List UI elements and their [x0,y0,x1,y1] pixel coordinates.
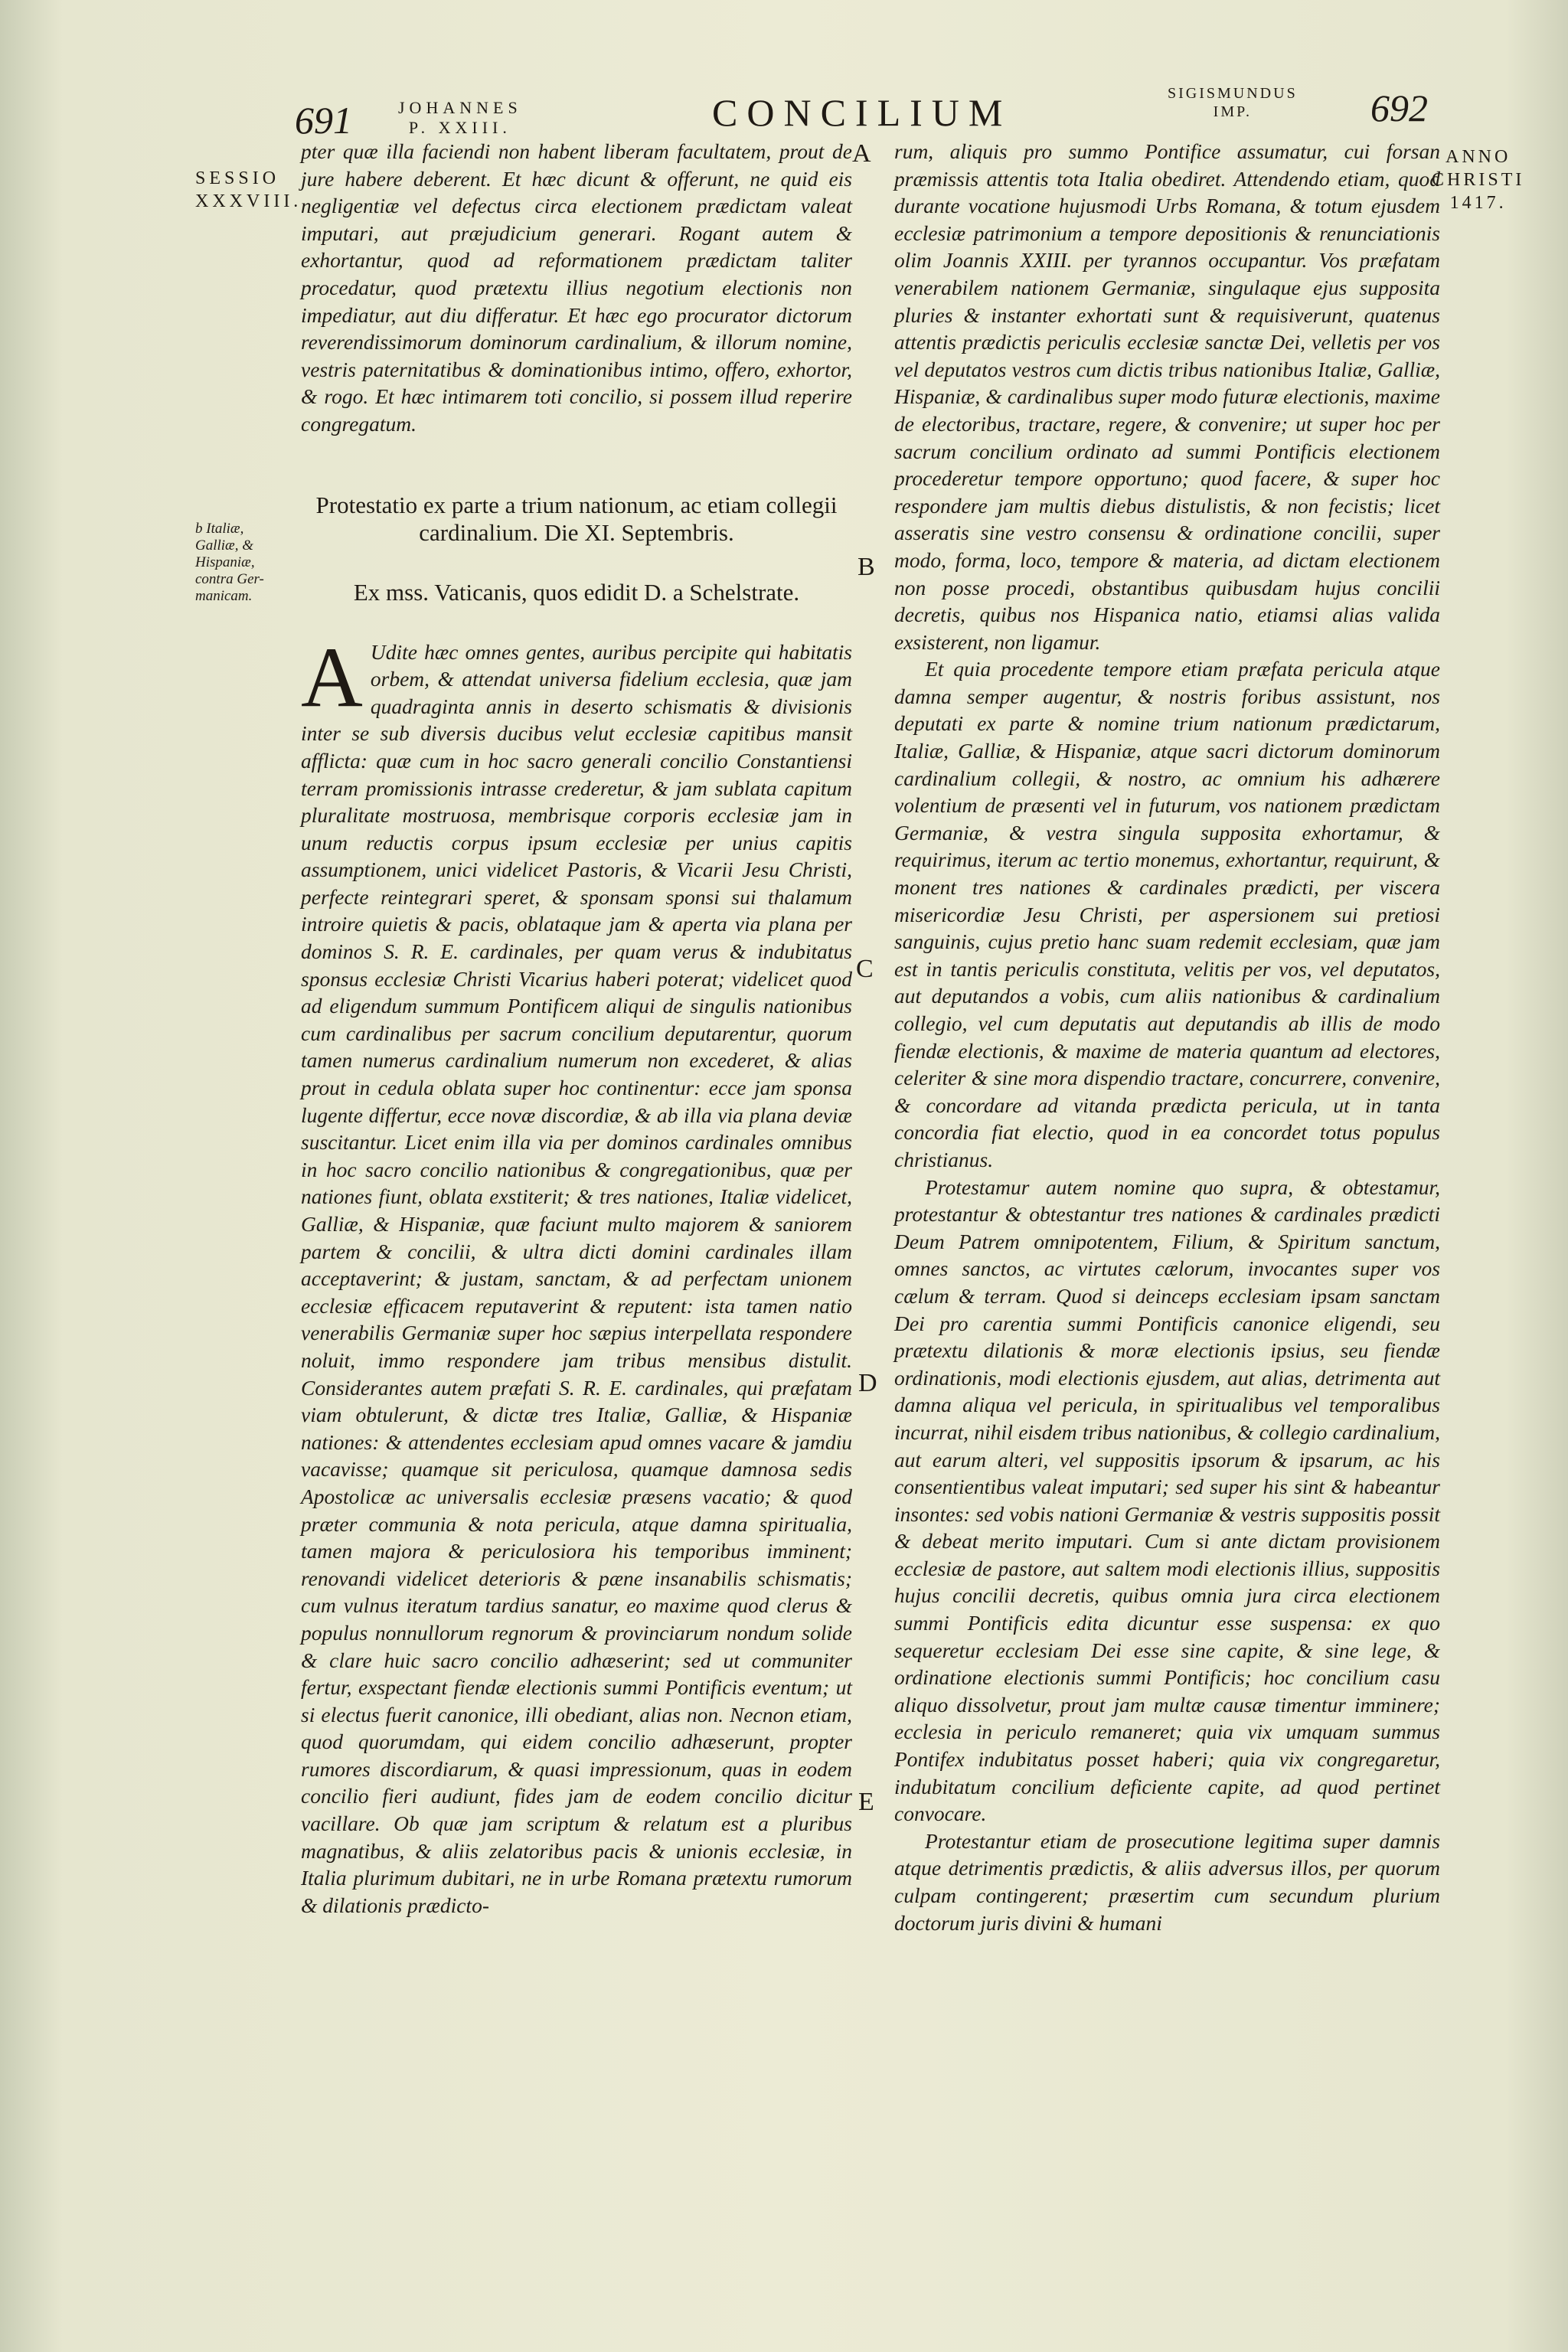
right-paragraph-1: rum, aliquis pro summo Pontifice assumatur, cui forsan præmissis attentis tota Italia obediret. Attendendo etiam, quod durante vocatione hujusmodi Urbs Romana, & totum ejusdem ecclesiæ patrimonium a tempore depositionis & renunciationis olim Joannis XXIII. per tyrannos occupantur. Vos præfatam venerabilem nationem Germaniæ, singulaque ejus supposita pluries & instanter exhortati sunt & requisiverunt, quatenus attentis prædictis periculis ecclesiæ sanctæ Dei, velletis per vos vel deputatos vestros cum dictis tribus nationibus Italiæ, Galliæ, Hispaniæ, & cardinalibus super modo futuræ electionis, maxime de electoribus, tractare, regere, & convenire; ut super hoc per sacrum concilium ordinato ad summi Pontificis electionem procederetur tempore opportuno; quod facere, & super hoc respondere jam multis diebus distulistis, & non fecistis; licet asseratis sine vestro consensu & ordinatione concilii, super modo, forma, loco, tempore & materia, ad dictam electionem non posse procedi, obstantibus quibusdam hujus concilii decretis, quibus nos Hispanica natio, etiamsi alias valida exsisterent, non ligamur. [894,139,1440,654]
left-paragraph-1: pter quæ illa faciendi non habent liberam facultatem, prout de jure habere deberent. Et hæc dicunt & offerunt, ne quid eis negligentiæ vel defectus circa electionem prædictam valeat imputari, aut præjudicium generari. Rogant autem & exhortantur, quod ad reformationem prædictam taliter procedatur, quod prætextu illius negotium electionis non impediatur, aut diu differatur. Et hæc ego procurator dictorum reverendissimorum dominorum cardinalium, & illorum nomine, vestris paternitatibus & dominationibus intimo, offero, exhortor, & rogo. Et hæc intimarem toti concilio, si possem illud reperire congregatum. [301,139,852,436]
left-column [301,138,852,1919]
year-label-1: ANNO [1446,147,1511,167]
marginal-note-line: b Italiæ, [195,521,244,537]
drop-cap: A [301,629,363,725]
right-paragraph-2: Et quia procedente tempore etiam præfata pericula atque damna semper augentur, & nostris foribus assistunt, nos deputati ex parte & nomine trium nationum prædictarum, Italiæ, Galliæ, & Hispaniæ, atque sacri dictorum dominorum cardinalium collegii, & nostro, ac omnium his adhærere volentium de præsenti vel in futurum, vos nationem prædictam Germaniæ, & vestra singula supposita exhortamur, & requirimus, iterum ac tertio monemus, exhortantur, requirunt, & monent tres nationes & cardinales prædicti, per viscera misericordiæ Jesu Christi, per aspersionem sui pretiosi sanguinis, cujus pretio hanc suam redemit ecclesiam, quæ jam est in tantis periculis constituta, velitis per vos, vel deputatos, aut deputandos a vobis, cum aliis nationibus & cardinalium collegio, vel cum deputatis aut deputandis ab illis de modo fiendæ electionis, & maxime de materia quantum ad electores, celeriter & sine mora dispendio tractare, concurrere, convenire, & concordare ad vitanda prædicta pericula, ut in tanta concordia fiat electio, quod in ea concordet totus populus christianus. [894,657,1440,1171]
right-column [894,138,1440,1936]
running-title: CONCILIUM [712,91,1012,134]
marginal-note-line: Galliæ, & [195,537,254,554]
running-head-right-line2: IMP. [1213,103,1253,120]
marginal-note-line: Hispaniæ, [195,554,255,570]
page-number-left: 691 [295,99,352,142]
right-paragraph-4: Protestantur etiam de prosecutione legitima super damnis atque detrimentis prædictis, & aliis adversus illos, per quorum culpam contingerent; præsertim cum secundum plurium doctorum juris divini & humani [894,1828,1440,1935]
section-letter-a: A [852,139,871,168]
running-head-left [398,98,522,138]
year-number: 1417. [1449,193,1507,213]
running-head-right [1168,84,1298,121]
session-number: XXXVIII. [195,191,302,211]
year-marker [1432,145,1524,214]
marginal-note-line: manicam. [195,588,253,604]
section-letter-d: D [858,1369,877,1397]
running-head-left-line1: JOHANNES [398,98,522,117]
marginal-note-line: contra Ger- [195,571,264,587]
left-paragraph-2: Udite hæc omnes gentes, auribus percipite qui habitatis orbem, & attendat universa fidelium ecclesia, quæ jam quadraginta annis in deserto schismatis & divisionis inter se sub diversis ducibus velut ecclesiæ capitibus mansit afflicta: quæ cum in hoc sacro generali concilio Constantiensi terram promissionis intrasse crederetur, & jam sublata capitum pluralitate mostruosa, membrisque corporis ecclesiæ jam in unum reductis corpus ipsum ecclesiæ per unius capitis assumptionem, unici videlicet Pastoris, & Vicarii Jesu Christi, perfecte reintegrari speret, & sponsam sponsi sui thalamum introire quietis & pacis, oblataque jam & aperta via plana per dominos S. R. E. cardinales, per quam verus & indubitatus sponsus ecclesiæ Christi Vicarius haberi poterat; videlicet quod ad eligendum summum Pontificem aliqui de singulis nationibus cum cardinalibus per sacrum concilium deputarentur, quorum tamen numerus cardinalium numerum non excederet, & alias prout in cedula oblata super hoc continentur: ecce jam sponsa lugente differtur, ecce novæ discordiæ, & ab illa via plana deviæ suscitantur. Licet enim illa via per dominos cardinales omnibus in hoc sacro concilio nationibus & congregationibus, quæ per nationes fiunt, oblata exstiterit; & tres nationes, Italiæ videlicet, Galliæ, & Hispaniæ, quæ faciunt multo majorem & saniorem partem & concilii, & ultra dicti domini cardinales illam acceptaverint; & justam, sanctam, & ad perfectam unionem ecclesiæ efficacem reputaverint & reputent: ista tamen natio venerabilis Germaniæ super hoc sæpius interpellata respondere noluit, immo respondere jam tribus mensibus distulit. Considerantes autem præfati S. R. E. cardinales, qui præfatam viam obtulerunt, & dictæ tres Italiæ, Galliæ, & Hispaniæ nationes: & attendentes ecclesiam apud omnes vacare & jamdiu vacavisse; quamque sit periculosa, quamque damnosa sedis Apostolicæ ac universalis ecclesiæ præsens vacatio; & quod præter communia & nota pericula, atque damna spiritualia, tamen majora & periculosiora his temporibus imminent; renovandi videlicet deterioris & pæne insanabilis schismatis; cum vulnus iteratum tardius sanatur, eo maxime quod clerus & populus nonnullorum regnorum & provinciarum nondum solide & clare huic sacro concilio adhæserint; sed ut communiter fertur, exspectant fiendæ electionis summi Pontificis eventum; ut si electus fuerit canonice, illi obediant, alias non. Necnon etiam, quod quorumdam, qui eidem concilio adhæserunt, propter rumores discordiarum, & quasi impressionum, quas in eodem concilio fieri audiunt, fides jam de eodem concilio dicitur vacillare. Ob quæ jam scriptum & relatum est a pluribus magnatibus, & aliis zelatoribus pacis & unionis ecclesiæ, in Italia plurimum dubitari, ne in urbe Romana prætextu rumorum & dilationis prædicto- [301,639,852,1917]
protestation-heading: Protestatio ex parte a trium nationum, ac etiam collegii cardinalium. Die XI. Septembris. [315,491,838,546]
running-head-right-line1: SIGISMUNDUS [1168,85,1298,102]
running-head-left-line2: P. XXIII. [408,118,511,137]
section-letter-b: B [858,553,875,581]
session-label: SESSIO [195,168,280,188]
year-label-2: CHRISTI [1432,170,1525,190]
session-marker [195,167,302,213]
left-body [301,629,852,1919]
source-heading: Ex mss. Vaticanis, quos edidit D. a Schelstrate. [353,578,800,606]
section-letter-e: E [858,1788,874,1816]
page-number-right: 692 [1370,87,1428,129]
marginal-footnote [195,521,295,605]
right-paragraph-3: Protestamur autem nomine quo supra, & obtestamur, protestantur & obtestantur tres nationes & cardinales prædicti Deum Patrem omnipotentem, Filium, & Spiritum sanctum, omnes sanctos, ac virtutes cælorum, invocantes super vos cælum & terram. Quod si deinceps ecclesiam ipsam sanctam Dei pro carentia summi Pontificis canonice eligendi, seu prætextu dilationis & moræ electionis ipsius, seu fiendæ ordinationis, modi electionis ejusdem, aut alias, detrimenta aut damna aliqua vel pericula, in spiritualibus vel temporalibus incurrat, nihil eisdem tribus nationibus, & collegio cardinalium, aut earum alteri, vel suppositis ipsorum & ipsarum, ac his consentientibus valeat imputari; sed super his sint & habeantur insontes: sed vobis nationi Germaniæ & vestris suppositis possit & debeat merito imputari. Cum si ante dictam provisionem ecclesiæ de pastore, aut saltem modi electionis illius, suppositis hujus concilii decretis, quibus omnia jura circa electionem summi Pontificis edita dicuntur esse suspensa: ex quo sequeretur ecclesiam Dei esse sine capite, & sine lege, & ordinatione electionis summi Pontificis; hoc concilium casu aliquo dissolvetur, prout jam multæ causæ timentur imminere; ecclesia in periculo remaneret; quia vix umquam summus Pontifex indubitatus posset haberi; quia vix congregaretur, indubitatum concilium deficiente capite, ad quod pertinet convocare. [894,1174,1440,1826]
section-letter-c: C [856,955,874,983]
